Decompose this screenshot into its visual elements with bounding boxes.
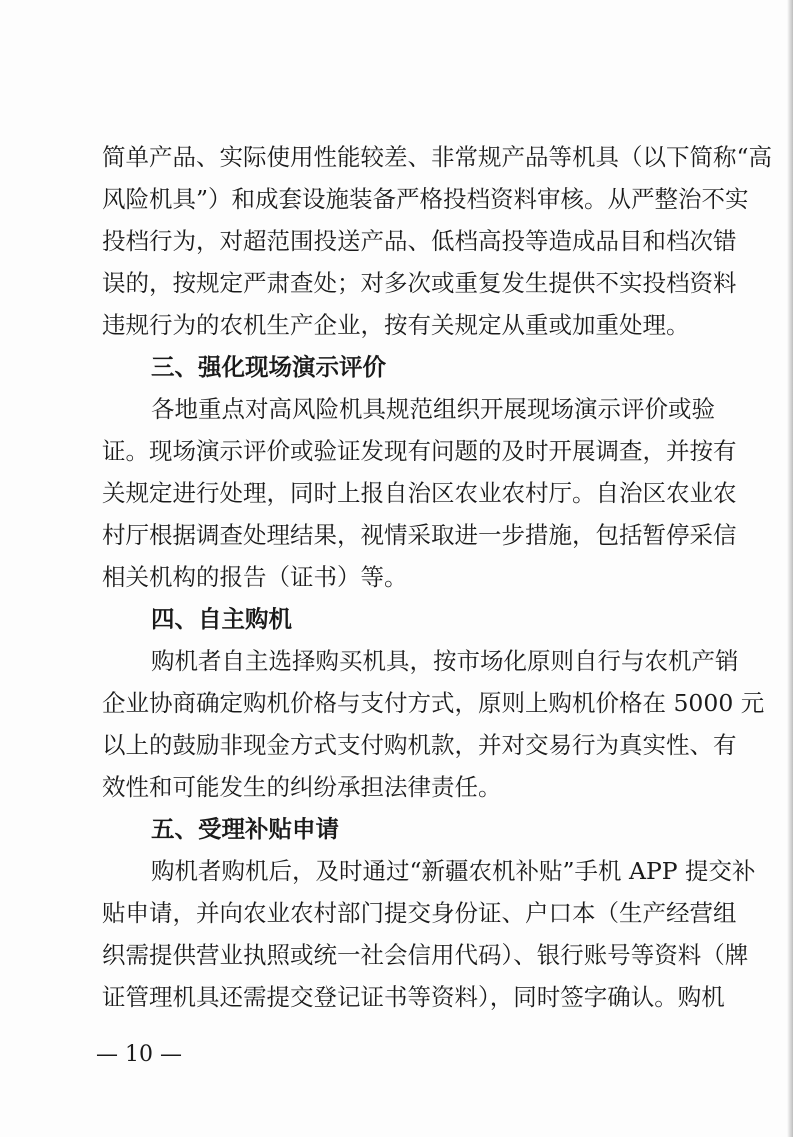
paragraph-line: 关规定进行处理，同时上报自治区农业农村厅。自治区农业农 <box>102 479 737 507</box>
section-heading: 四、自主购机 <box>151 605 292 633</box>
paragraph-line: 风险机具”）和成套设施装备严格投档资料审核。从严整治不实 <box>102 185 749 213</box>
section-heading: 五、受理补贴申请 <box>151 815 339 843</box>
paragraph-line: 违规行为的农机生产企业，按有关规定从重或加重处理。 <box>102 311 690 339</box>
paragraph-line: 购机者购机后，及时通过“新疆农机补贴”手机 APP 提交补 <box>151 857 756 885</box>
paragraph-line: 村厅根据调查处理结果，视情采取进一步措施，包括暂停采信 <box>102 521 737 549</box>
paragraph-line: 误的，按规定严肃查处；对多次或重复发生提供不实投档资料 <box>102 269 737 297</box>
paragraph-line: 贴申请，并向农业农村部门提交身份证、户口本（生产经营组 <box>102 899 737 927</box>
paragraph-line: 简单产品、实际使用性能较差、非常规产品等机具（以下简称“高 <box>102 143 773 171</box>
paragraph-line: 购机者自主选择购买机具，按市场化原则自行与农机产销 <box>151 647 739 675</box>
paragraph-line: 证管理机具还需提交登记证书等资料），同时签字确认。购机 <box>102 983 725 1011</box>
paragraph-line: 各地重点对高风险机具规范组织开展现场演示评价或验 <box>151 395 715 423</box>
paragraph-line: 相关机构的报告（证书）等。 <box>102 563 408 591</box>
paragraph-line: 效性和可能发生的纠纷承担法律责任。 <box>102 773 502 801</box>
section-heading: 三、强化现场演示评价 <box>151 353 386 381</box>
paragraph-line: 企业协商确定购机价格与支付方式，原则上购机价格在 5000 元 <box>102 689 765 717</box>
page-number: — 10 — <box>96 1042 182 1067</box>
scan-edge-shadow <box>787 0 793 1137</box>
paragraph-line: 织需提供营业执照或统一社会信用代码）、银行账号等资料（牌 <box>102 941 749 969</box>
paragraph-line: 以上的鼓励非现金方式支付购机款，并对交易行为真实性、有 <box>102 731 737 759</box>
paragraph-line: 证。现场演示评价或验证发现有问题的及时开展调查，并按有 <box>102 437 737 465</box>
paragraph-line: 投档行为，对超范围投送产品、低档高投等造成品目和档次错 <box>102 227 737 255</box>
